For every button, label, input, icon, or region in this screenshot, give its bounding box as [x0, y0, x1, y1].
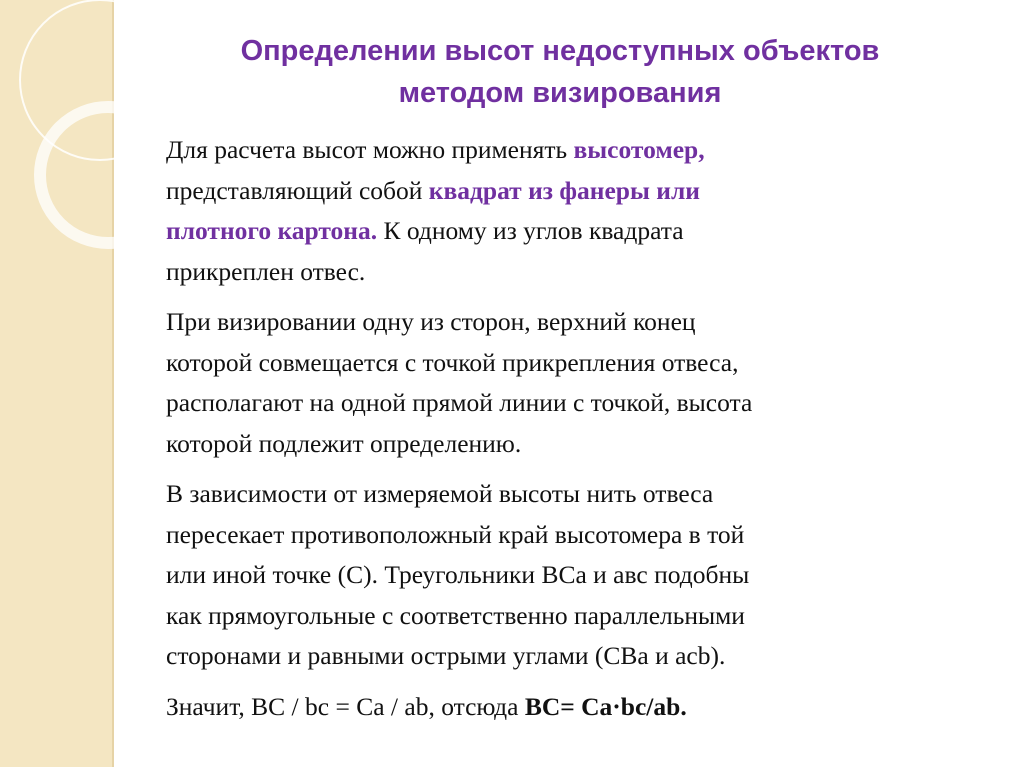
paragraph-line: В зависимости от измеряемой высоты нить отвеса	[166, 479, 714, 508]
paragraph-line: как прямоугольные с соответственно параллельными	[166, 600, 745, 630]
paragraph-formula	[166, 687, 996, 728]
paragraph-altimeter	[166, 130, 996, 292]
formula-text: ВС= Са·bc/ab.	[524, 691, 687, 721]
slide-title-line-1: Определении высот недоступных объектов	[240, 35, 880, 67]
body-text: Значит, ВС / bc = Са / ab, отсюда	[166, 691, 525, 721]
paragraph-line: При визировании одну из сторон, верхний конец	[166, 307, 696, 336]
paragraph-sighting	[166, 302, 996, 464]
paragraph-line: сторонами и равными острыми углами (СВа и acb).	[166, 641, 726, 670]
paragraph-line	[166, 171, 996, 212]
paragraph-line: прикреплен отвес.	[166, 256, 366, 286]
paragraph-line: которой подлежит определению.	[166, 428, 522, 458]
paragraph-line	[166, 211, 996, 252]
slide-title-line-2: методом визирования	[398, 77, 722, 109]
paragraph-line: или иной точке (С). Треугольники ВСа и авс подобны	[166, 560, 750, 589]
highlight-text: плотного картона.	[166, 216, 378, 245]
paragraph-line	[166, 687, 996, 728]
decorative-circle-small	[40, 107, 176, 243]
highlight-text: высотомер,	[573, 135, 705, 164]
paragraph-line: пересекает противоположный край высотомера в той	[166, 519, 745, 549]
body-text: представляющий собой	[166, 175, 429, 205]
paragraph-line	[166, 130, 996, 171]
body-text: Для расчета высот можно применять	[166, 135, 574, 164]
paragraph-triangles	[166, 474, 996, 677]
slide-title	[120, 30, 1000, 114]
body-text: К одному из углов квадрата	[377, 216, 684, 245]
slide-body	[166, 130, 996, 737]
paragraph-line: которой совмещается с точкой прикрепления отвеса,	[166, 347, 739, 377]
paragraph-line: располагают на одной прямой линии с точкой, высота	[166, 388, 753, 417]
highlight-text: квадрат из фанеры или	[428, 175, 700, 205]
